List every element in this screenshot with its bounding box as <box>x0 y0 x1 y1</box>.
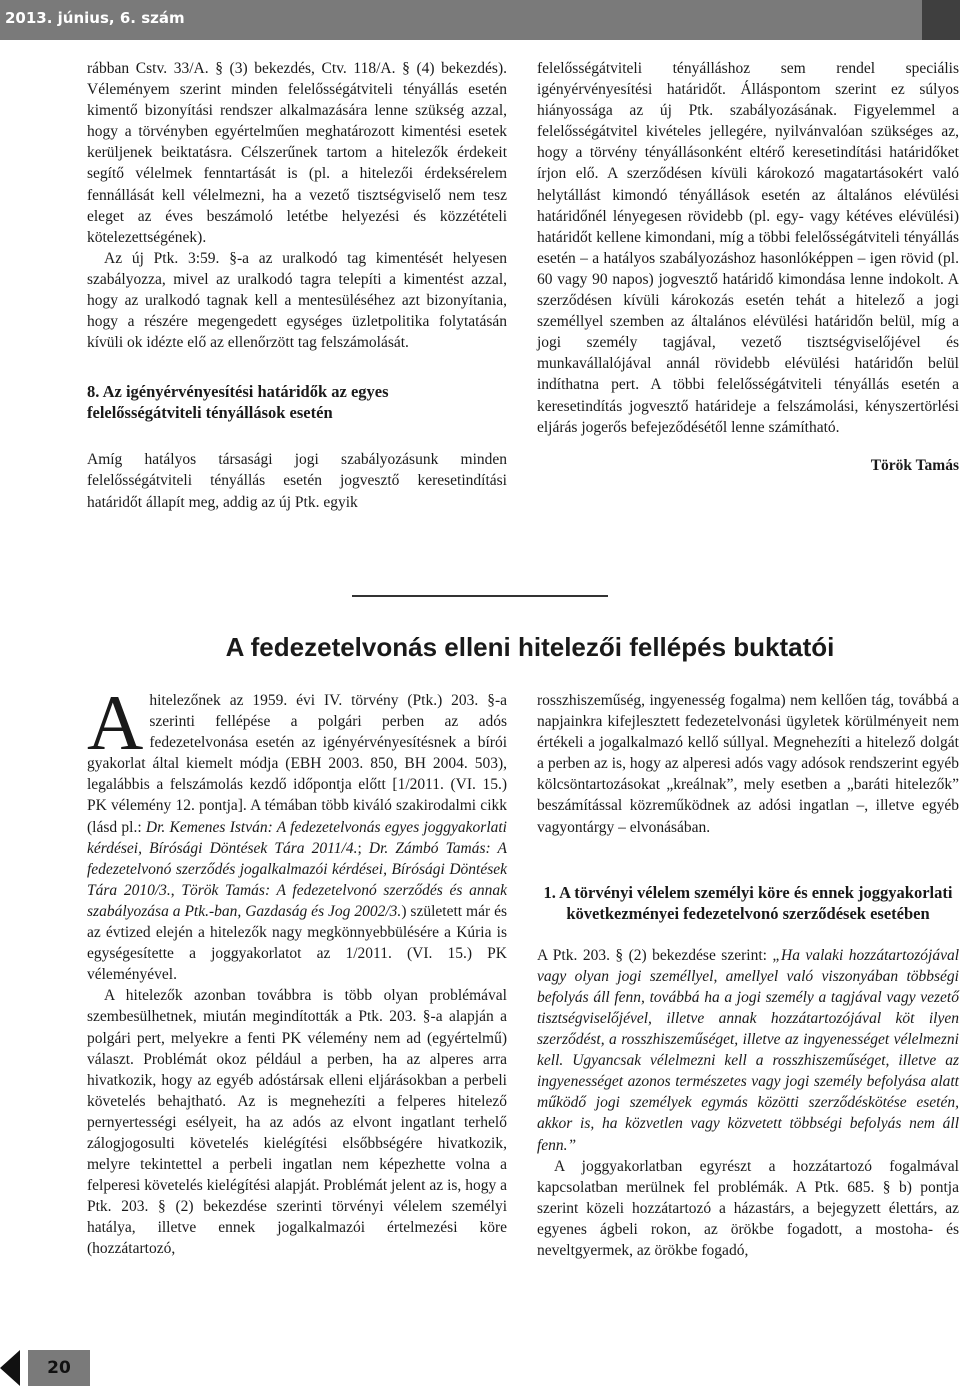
citation-separator: ; <box>357 839 369 857</box>
article-title: A fedezetelvonás elleni hitelezői fellépés buktatói <box>225 632 835 662</box>
col3-p1-end: ) született már és az évtized elején a hitelezők nagy megkönnyebbülésére a Kúria is egységesítette a joggyakorlatot az 1/2011. (VI. 15.) PK véleményével. <box>87 902 507 984</box>
author-name: Török Tamás <box>870 456 959 474</box>
page-arrow-icon <box>0 1350 20 1386</box>
drop-cap: A <box>87 679 144 766</box>
citation-separator: , <box>170 881 182 899</box>
column-1 <box>87 58 507 513</box>
citation-zambo: Dr. Zámbó Tamás: A fedezetelvonó szerződés jogalkalmazói kérdései, Bírósági Döntések Tára 2010/3. <box>87 839 507 899</box>
citation-kemenes: Dr. Kemenes István: A fedezetelvonás egyes joggyakorlati kérdései, Bírósági Döntések Tára 2011/4. <box>87 818 507 857</box>
col3-paragraph-2: A hitelezők azonban továbbra is több olyan problémával szembesülhetnek, miután megindították a Ptk. 203. §-a alapján a polgári pert, melyekre a fenti PK vélemény nem ad (egyértelmű) választ. Problémát okoz például a perben, ha az alperes arra hivatkozik, hogy az egyéb adóstársak elleni eljárásokban a perbeli követelés behajtható. Az is megnehezíti a felperes hitelező pernyertességi esélyeit, ha az adós az elvont ingatlant terhelő zálogjogosulti követelés kielégítési elsőbbségére hivatkozik, melyre tekintettel a perbeli ingatlan nem képezhette volna a felperesi követelés kielégítési alapját. Problémát jelent az is, hogy a Ptk. 203. § (2) bekezdése szerinti törvényi vélelem személyi hatálya, illetve ennek jogalkalmazói értelmezési köre (hozzátartozó, <box>87 987 507 1258</box>
col1-paragraph-2: Az új Ptk. 3:59. §-a az uralkodó tag kimentését helyesen szabályozza, mivel az uralkodó tagra telepíti a kimentést azzal, hogy az uralkodó tagnak kell a mentesüléséhez azt bizonyítania, hogy a részére megengedett egységes üzletpolitika folytatásán kívüli ok idézte elő az ellenőrzött tag felszámolását. <box>87 249 507 352</box>
header-corner-block <box>922 0 960 40</box>
column-3 <box>87 679 507 1260</box>
col1-paragraph-1: rábban Cstv. 33/A. § (3) bekezdés, Ctv. 118/A. § (4) bekezdés). Véleményem szerint minden felelősségátviteli tényállás esetén kimentő bizonyítási rendszer alkalmazására lenne szükség azzal, hogy a törvényben egyértelműen meghatározott kimentési esetek kerüljenek beiktatásra. Célszerűnek tartom a hitelezők érdekeit segítő vélelmek fenntartását is (pl. a hitelezői érdeksérelem fennállását kell vélelmezni, ha a vezető tisztségviselő nem tesz eleget az éves beszámoló letétbe helyezési és közzétételi kötelezettségének). <box>87 60 507 246</box>
col3-paragraph-1 <box>87 679 507 985</box>
section-8-title: 8. Az igényérvényesítési határidők az egyes felelősségátviteli tényállások esetén <box>87 382 389 423</box>
column-4 <box>537 690 959 1261</box>
section-1-title: 1. A törvényi vélelem személyi köre és ennek joggyakorlati következményei fedezetelvonó szerződések esetében <box>543 882 953 923</box>
col4-paragraph-3: A joggyakorlatban egyrészt a hozzátartozó fogalmával kapcsolatban merülnek fel problémák. A Ptk. 685. § b) pontja szerint közeli hozzátartozó a házastárs, a bejegyzett élettárs, az egyenes ágbeli rokon, az örökbe fogadott, a mostoha- és neveltgyermek, az örökbe fogadó, <box>537 1157 959 1259</box>
column-2 <box>537 58 959 476</box>
col4-paragraph-1: rosszhiszeműség, ingyenesség fogalma) nem kellően tág, továbbá a napjainkra kifejlesztett fedezetelvonási ügyletek körülményeit nem értékeli a jogalkalmazó kellő súllyal. Megnehezíti a hitelező dolgát a perben az is, hogy az alperesi adós vagy adósok rendszerint egyéb kölcsöntartozásokat „kreálnak”, mely esetben a „baráti hitelezők” beszámítással közreműködnek az adósi ingatlan –, illetve egyéb vagyontárgy – elvonásában. <box>537 692 959 836</box>
header-bar <box>0 0 960 40</box>
citation-torok: Török Tamás: A fedezetelvonó szerződés és annak szabályozása a Ptk.-ban, Gazdaság és Jog 2002/3. <box>87 881 507 920</box>
page-number: 20 <box>28 1350 90 1386</box>
statute-quote: „Ha valaki hozzátartozójával vagy olyan jogi személlyel, amellyel való viszonyában többségi befolyás áll fenn, továbbá ha a jogi személy a tagjával vagy vezető tisztségviselőjével, illetve annak hozzátartozójával köt ilyen szerződést, a rosszhiszeműséget, illetve az ingyenességet vélelmezni kell. Ugyancsak vélelmezni kell a rosszhiszeműséget, illetve az ingyenességet azonos természetes vagy jogi személy befolyása alatt működő jogi személyek egymás közötti szerződéskötése esetén, akkor is, ha közvetlen vagy közvetett többségi befolyás nem áll fenn.” <box>537 946 960 1154</box>
col4-p2-lead: A Ptk. 203. § (2) bekezdése szerint: <box>537 946 773 964</box>
issue-date: 2013. június, 6. szám <box>5 9 185 27</box>
col2-paragraph-1: felelősségátviteli tényálláshoz sem rendel speciális igényérvényesítési határidőt. Álláspontom szerint ez súlyos hiányossága az új Ptk. szabályozásának. Figyelemmel a felelősségátvitel kivételes jellegére, nyilvánvalóan szükséges az, hogy a törvény tényállásonként eltérő keresetindítási határidőket írjon elő. A szerződésen kívüli károkozó magatartásokért való helytállást kimondó tényállások esetén az általános elévülési határidőnél lényegesen rövidebb (pl. egy- vagy kétéves elévülési) határidőt kellene kimondani, míg a többi felelősségátviteli tényállás esetén – a hatályos szabályozáshoz hasonlóképpen – igen rövid (pl. 60 vagy 90 napos) jogvesztő határidő kimondása lenne indokolt. A szerződésen kívüli károkozás esetén tehát a hitelező a jogi személlyel szemben az általános elévülési határidőn belül, míg a jogi személy tagjával, vezető tisztségviselőjével és munkavállalójával annál rövidebb elévülési határidőn belül indíthatna pert. A többi felelősségátviteli tényállás esetén a keresetindítás jogvesztő határideje a felszámolási, kényszertörlési eljárás jogerős befejeződésétől lenne számítható. <box>537 60 959 436</box>
col4-paragraph-2 <box>537 945 959 1156</box>
col1-paragraph-3: Amíg hatályos társasági jogi szabályozásunk minden felelősségátviteli tényállás esetén jogvesztő keresetindítási határidőt állapít meg, addig az új Ptk. egyik <box>87 451 507 511</box>
article-divider <box>352 595 608 597</box>
col3-p1-text: hitelezőnek az 1959. évi IV. törvény (Ptk.) 203. §-a szerinti fellépése a polgári perben az adós fedezetelvonása esetén az igényérvényesítésnek a bírói gyakorlat által kiemelt módja (EBH 2003. 850, BH 2004. 503), legalábbis a felszámolás kezdő időpontja előtt [1/2011. (VI. 15.) PK vélemény 12. pontja]. A témában több kiváló szakirodalmi cikk (lásd pl.: <box>87 692 507 836</box>
